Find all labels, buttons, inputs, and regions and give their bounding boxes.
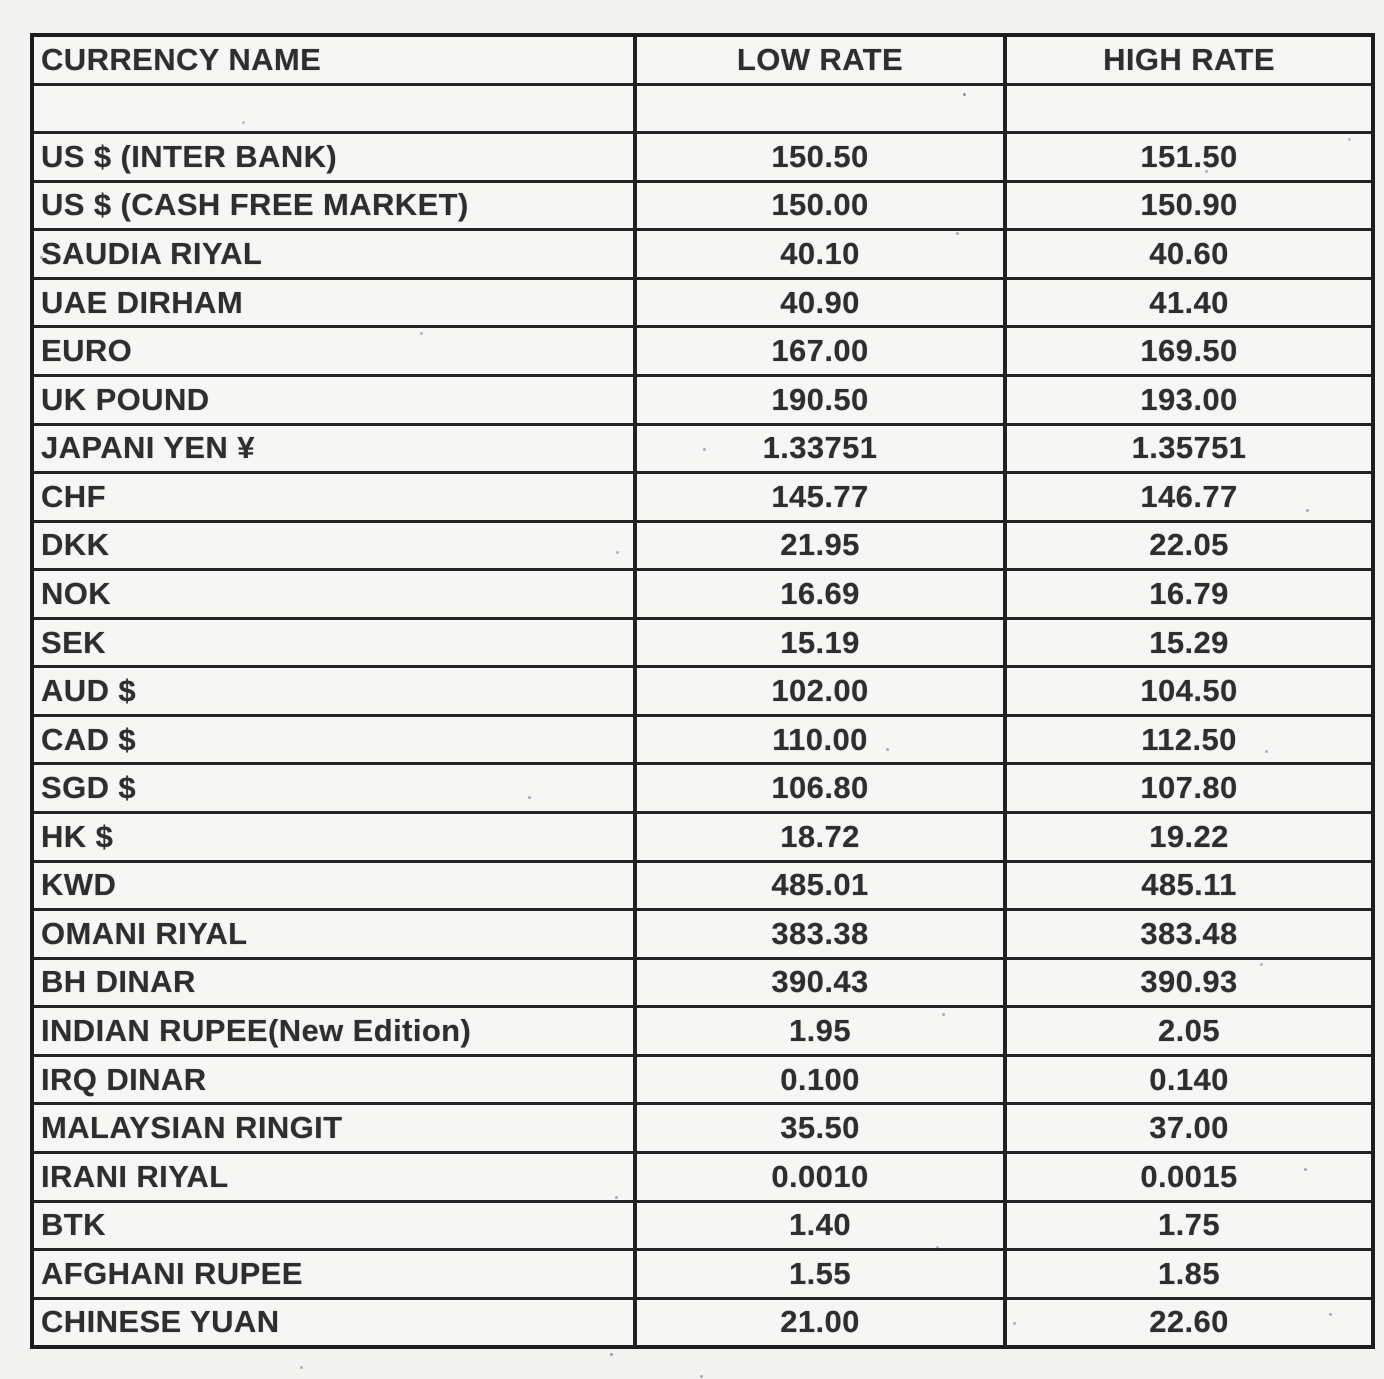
currency-name-cell: IRQ DINAR xyxy=(34,1057,637,1103)
low-rate-cell: 167.00 xyxy=(637,328,1007,374)
low-rate-cell: 21.00 xyxy=(637,1300,1007,1346)
low-rate-cell: 40.90 xyxy=(637,280,1007,326)
table-row xyxy=(34,180,1371,229)
currency-name-cell: US $ (INTER BANK) xyxy=(34,134,637,180)
currency-name-cell: UAE DIRHAM xyxy=(34,280,637,326)
low-rate-cell: 1.40 xyxy=(637,1203,1007,1249)
table-row xyxy=(34,714,1371,763)
currency-name-cell: CAD $ xyxy=(34,717,637,763)
table-row xyxy=(34,568,1371,617)
table-row xyxy=(34,1102,1371,1151)
currency-name-cell: BH DINAR xyxy=(34,960,637,1006)
low-rate-cell: 15.19 xyxy=(637,620,1007,666)
currency-name-cell: AFGHANI RUPEE xyxy=(34,1251,637,1297)
currency-name-cell: DKK xyxy=(34,523,637,569)
currency-name-cell: SGD $ xyxy=(34,765,637,811)
currency-name-cell: HK $ xyxy=(34,814,637,860)
low-rate-cell: 21.95 xyxy=(637,523,1007,569)
blank-cell xyxy=(34,86,637,132)
table-row xyxy=(34,520,1371,569)
blank-cell xyxy=(1007,86,1371,132)
table-row xyxy=(34,1297,1371,1346)
high-rate-cell: 41.40 xyxy=(1149,284,1229,320)
low-rate-cell: 18.72 xyxy=(637,814,1007,860)
currency-name-cell: IRANI RIYAL xyxy=(34,1154,637,1200)
currency-name-cell: CHF xyxy=(34,474,637,520)
table-row xyxy=(34,228,1371,277)
table-row xyxy=(34,374,1371,423)
table-row xyxy=(34,471,1371,520)
high-rate-cell: 193.00 xyxy=(1140,381,1238,417)
high-rate-cell: 1.85 xyxy=(1158,1255,1220,1291)
low-rate-cell: 190.50 xyxy=(637,377,1007,423)
high-rate-cell: 107.80 xyxy=(1140,770,1238,806)
table-row xyxy=(34,1248,1371,1297)
currency-name-cell: US $ (CASH FREE MARKET) xyxy=(34,183,637,229)
currency-name-cell: AUD $ xyxy=(34,668,637,714)
table-row xyxy=(34,1151,1371,1200)
table-header-row xyxy=(34,37,1371,83)
high-rate-cell: 1.35751 xyxy=(1131,430,1247,466)
low-rate-cell: 150.50 xyxy=(637,134,1007,180)
low-rate-cell: 485.01 xyxy=(637,863,1007,909)
low-rate-cell: 383.38 xyxy=(637,911,1007,957)
currency-name-cell: JAPANI YEN ¥ xyxy=(34,426,637,472)
table-row xyxy=(34,131,1371,180)
column-header-currency-name: CURRENCY NAME xyxy=(34,37,637,83)
low-rate-cell: 35.50 xyxy=(637,1105,1007,1151)
table-row xyxy=(34,1054,1371,1103)
high-rate-cell: 19.22 xyxy=(1149,818,1229,854)
column-header-high-rate: HIGH RATE xyxy=(1103,41,1275,77)
low-rate-cell: 1.33751 xyxy=(637,426,1007,472)
high-rate-cell: 151.50 xyxy=(1140,138,1238,174)
high-rate-cell: 37.00 xyxy=(1149,1110,1229,1146)
currency-rate-table xyxy=(30,33,1375,1349)
scan-noise-speckles xyxy=(963,93,966,96)
currency-name-cell: UK POUND xyxy=(34,377,637,423)
table-row xyxy=(34,860,1371,909)
currency-name-cell: KWD xyxy=(34,863,637,909)
currency-name-cell: SEK xyxy=(34,620,637,666)
low-rate-cell: 1.55 xyxy=(637,1251,1007,1297)
low-rate-cell: 390.43 xyxy=(637,960,1007,1006)
high-rate-cell: 15.29 xyxy=(1149,624,1229,660)
high-rate-cell: 146.77 xyxy=(1140,478,1238,514)
high-rate-cell: 1.75 xyxy=(1158,1207,1220,1243)
low-rate-cell: 150.00 xyxy=(637,183,1007,229)
blank-spacer-row xyxy=(34,83,1371,132)
high-rate-cell: 0.140 xyxy=(1149,1061,1229,1097)
table-row xyxy=(34,1005,1371,1054)
high-rate-cell: 16.79 xyxy=(1149,575,1229,611)
high-rate-cell: 2.05 xyxy=(1158,1013,1220,1049)
table-row xyxy=(34,908,1371,957)
high-rate-cell: 390.93 xyxy=(1140,964,1238,1000)
table-row xyxy=(34,665,1371,714)
currency-name-cell: BTK xyxy=(34,1203,637,1249)
table-row xyxy=(34,811,1371,860)
currency-name-cell: EURO xyxy=(34,328,637,374)
table-row xyxy=(34,762,1371,811)
column-header-low-rate: LOW RATE xyxy=(637,37,1007,83)
high-rate-cell: 22.60 xyxy=(1149,1304,1229,1340)
high-rate-cell: 112.50 xyxy=(1141,721,1237,757)
high-rate-cell: 150.90 xyxy=(1140,187,1238,223)
high-rate-cell: 104.50 xyxy=(1140,673,1238,709)
high-rate-cell: 22.05 xyxy=(1149,527,1229,563)
currency-name-cell: NOK xyxy=(34,571,637,617)
low-rate-cell: 102.00 xyxy=(637,668,1007,714)
currency-name-cell: CHINESE YUAN xyxy=(34,1300,637,1346)
table-row xyxy=(34,1200,1371,1249)
blank-cell xyxy=(637,86,1007,132)
low-rate-cell: 145.77 xyxy=(637,474,1007,520)
low-rate-cell: 0.100 xyxy=(637,1057,1007,1103)
low-rate-cell: 0.0010 xyxy=(637,1154,1007,1200)
table-row xyxy=(34,423,1371,472)
table-row xyxy=(34,957,1371,1006)
currency-name-cell: OMANI RIYAL xyxy=(34,911,637,957)
high-rate-cell: 485.11 xyxy=(1141,867,1237,903)
high-rate-cell: 169.50 xyxy=(1140,333,1238,369)
low-rate-cell: 106.80 xyxy=(637,765,1007,811)
table-row xyxy=(34,617,1371,666)
low-rate-cell: 1.95 xyxy=(637,1008,1007,1054)
low-rate-cell: 16.69 xyxy=(637,571,1007,617)
high-rate-cell: 383.48 xyxy=(1140,915,1238,951)
low-rate-cell: 110.00 xyxy=(637,717,1007,763)
table-row xyxy=(34,325,1371,374)
table-row xyxy=(34,277,1371,326)
high-rate-cell: 0.0015 xyxy=(1140,1158,1238,1194)
low-rate-cell: 40.10 xyxy=(637,231,1007,277)
high-rate-cell: 40.60 xyxy=(1149,236,1229,272)
currency-name-cell: MALAYSIAN RINGIT xyxy=(34,1105,637,1151)
currency-name-cell: INDIAN RUPEE(New Edition) xyxy=(34,1008,637,1054)
currency-name-cell: SAUDIA RIYAL xyxy=(34,231,637,277)
